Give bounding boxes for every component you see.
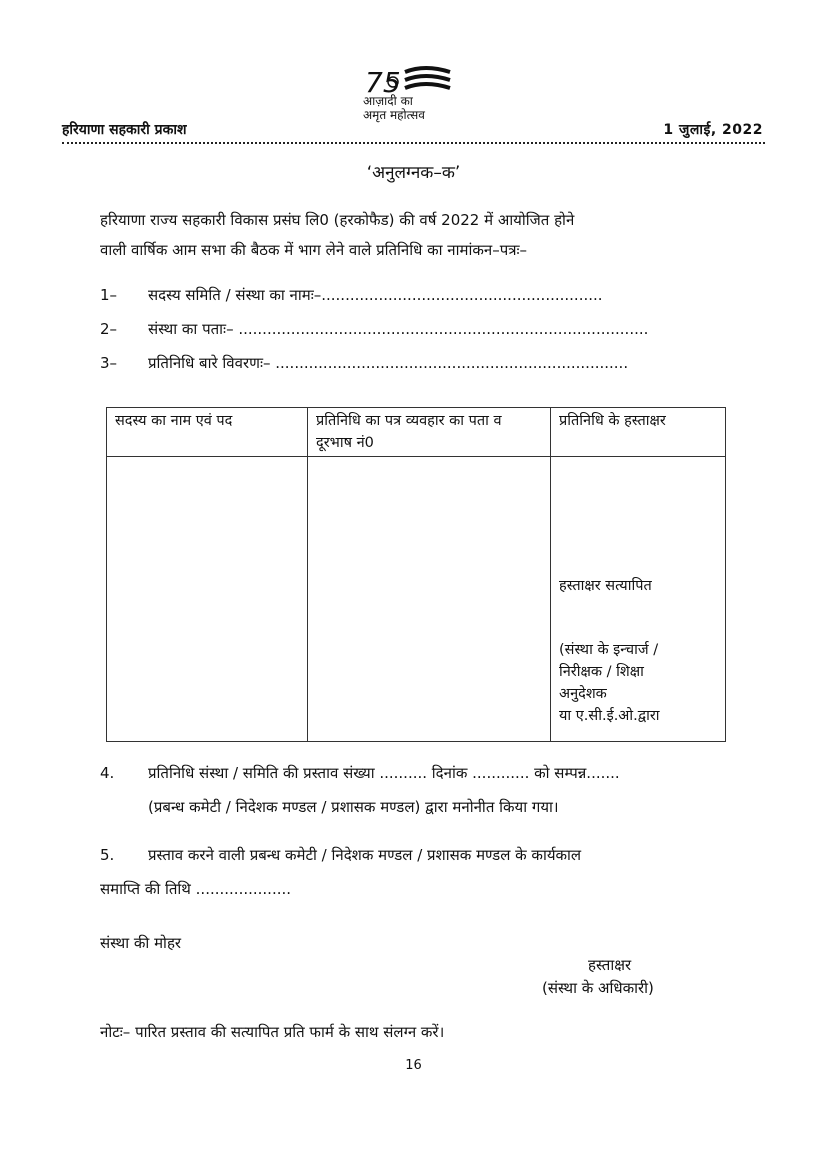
form-item-term-end <box>100 845 581 865</box>
note-line: (संस्था के इन्चार्ज / <box>559 642 659 658</box>
intro-paragraph <box>100 205 730 265</box>
item-number: 5. <box>100 846 115 864</box>
nomination-table <box>106 407 726 742</box>
signature-cell <box>551 457 726 742</box>
verification-note <box>559 639 729 727</box>
azadi-ka-amrit-mahotsav-logo <box>355 62 465 132</box>
svg-text:75: 75 <box>365 66 401 99</box>
page-number: 16 <box>405 1058 422 1073</box>
logo-text-line1: आज़ादी का <box>363 94 413 108</box>
form-item-resolution <box>100 763 620 783</box>
note-line: या ए.सी.ई.ओ.द्वारा <box>559 708 660 724</box>
item-text: संस्था का पताः– ...................................................................................... <box>148 320 649 338</box>
signature-verified-label: हस्ताक्षर सत्यापित <box>559 578 652 594</box>
note-line: अनुदेशक <box>559 686 607 702</box>
form-item-representative <box>100 353 628 373</box>
note-line: निरीक्षक / शिक्षा <box>559 664 644 680</box>
header-divider <box>62 142 765 144</box>
table-row <box>107 457 726 742</box>
issue-date: 1 जुलाई, 2022 <box>663 122 763 138</box>
member-name-cell <box>107 457 308 742</box>
column-header: सदस्य का नाम एवं पद <box>107 408 308 457</box>
form-item-name <box>100 285 603 305</box>
institution-seal-label: संस्था की मोहर <box>100 934 182 952</box>
item-number: 2– <box>100 320 118 338</box>
annexure-title: ‘अनुलग्नक–क’ <box>366 163 461 183</box>
item-text: सदस्य समिति / संस्था का नामः–........................................................... <box>148 286 603 304</box>
item-number: 4. <box>100 764 115 782</box>
item-text: प्रतिनिधि बारे विवरणः– .......................................................................... <box>148 354 629 372</box>
form-item-term-end-cont: समाप्ति की तिथि .................... <box>100 880 292 898</box>
item-text: प्रस्ताव करने वाली प्रबन्ध कमेटी / निदेशक मण्डल / प्रशासक मण्डल के कार्यकाल <box>148 846 582 864</box>
column-header: प्रतिनिधि के हस्ताक्षर <box>551 408 726 457</box>
form-item-resolution-cont: (प्रबन्ध कमेटी / निदेशक मण्डल / प्रशासक मण्डल) द्वारा मनोनीत किया गया। <box>148 798 559 816</box>
signatory-role: (संस्था के अधिकारी) <box>542 979 654 997</box>
address-cell <box>308 457 551 742</box>
form-item-address <box>100 319 648 339</box>
intro-line: हरियाणा राज्य सहकारी विकास प्रसंघ लि0 (हरकोफैड) की वर्ष 2022 में आयोजित होने <box>100 211 575 229</box>
logo-text-line2: अमृत महोत्सव <box>363 108 425 122</box>
table-header-row <box>107 408 726 457</box>
intro-line: वाली वार्षिक आम सभा की बैठक में भाग लेने वाले प्रतिनिधि का नामांकन–पत्रः– <box>100 241 528 259</box>
item-number: 3– <box>100 354 118 372</box>
item-number: 1– <box>100 286 118 304</box>
column-header: प्रतिनिधि का पत्र व्यवहार का पता व दूरभाष नं0 <box>308 408 551 457</box>
item-text: प्रतिनिधि संस्था / समिति की प्रस्ताव संख्या .......... दिनांक ............ को सम्पन्न....... <box>148 764 620 782</box>
signature-label: हस्ताक्षर <box>588 956 632 974</box>
publication-title: हरियाणा सहकारी प्रकाश <box>62 122 187 138</box>
footnote: नोटः– पारित प्रस्ताव की सत्यापित प्रति फार्म के साथ संलग्न करें। <box>100 1023 445 1041</box>
